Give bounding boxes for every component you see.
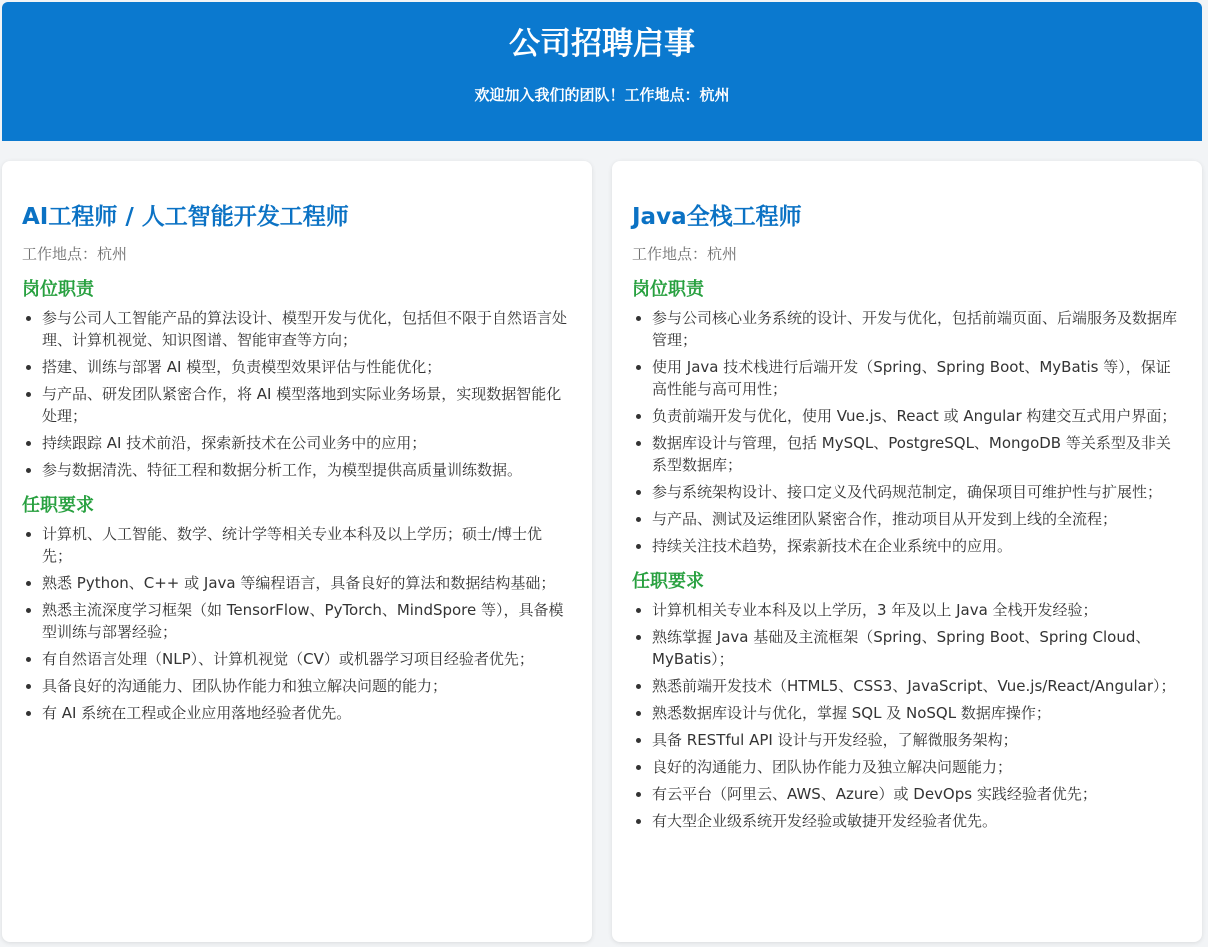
duties-list <box>632 307 1182 557</box>
requirement-item: • 有 AI 系统在工程或企业应用落地经验者优先。 <box>42 702 572 724</box>
duty-item: • 参与系统架构设计、接口定义及代码规范制定，确保项目可维护性与扩展性； <box>652 481 1182 503</box>
requirement-item: • 具备良好的沟通能力、团队协作能力和独立解决问题的能力； <box>42 675 572 697</box>
requirements-heading: 任职要求 <box>22 495 94 516</box>
duty-item: • 与产品、研发团队紧密合作，将 AI 模型落地到实际业务场景，实现数据智能化处理； <box>42 383 572 427</box>
requirements-list <box>632 599 1182 832</box>
duty-item: • 与产品、测试及运维团队紧密合作，推动项目从开发到上线的全流程； <box>652 508 1182 530</box>
requirement-item: • 具备 RESTful API 设计与开发经验，了解微服务架构； <box>652 729 1182 751</box>
requirement-item: • 熟悉前端开发技术（HTML5、CSS3、JavaScript、Vue.js/React/Angular）； <box>652 675 1182 697</box>
page-header <box>2 2 1202 141</box>
requirement-item: • 有自然语言处理（NLP）、计算机视觉（CV）或机器学习项目经验者优先； <box>42 648 572 670</box>
requirement-item: • 熟悉 Python、C++ 或 Java 等编程语言，具备良好的算法和数据结构基础； <box>42 572 572 594</box>
job-location: 工作地点：杭州 <box>632 245 738 263</box>
duty-item: • 负责前端开发与优化，使用 Vue.js、React 或 Angular 构建交互式用户界面； <box>652 405 1182 427</box>
page-title: 公司招聘启事 <box>509 26 695 62</box>
duty-item: • 参与公司人工智能产品的算法设计、模型开发与优化，包括但不限于自然语言处理、计算机视觉、知识图谱、智能审查等方向； <box>42 307 572 351</box>
job-card-ai-engineer <box>2 161 592 942</box>
duties-list <box>22 307 572 481</box>
duty-item: • 搭建、训练与部署 AI 模型，负责模型效果评估与性能优化； <box>42 356 572 378</box>
requirement-item: • 有云平台（阿里云、AWS、Azure）或 DevOps 实践经验者优先； <box>652 783 1182 805</box>
duties-heading: 岗位职责 <box>22 279 94 300</box>
requirement-item: • 熟练掌握 Java 基础及主流框架（Spring、Spring Boot、Spring Cloud、MyBatis）； <box>652 626 1182 670</box>
requirement-item: • 计算机、人工智能、数学、统计学等相关专业本科及以上学历；硕士/博士优先； <box>42 523 572 567</box>
requirement-item: • 熟悉数据库设计与优化，掌握 SQL 及 NoSQL 数据库操作； <box>652 702 1182 724</box>
duty-item: • 参与数据清洗、特征工程和数据分析工作，为模型提供高质量训练数据。 <box>42 459 572 481</box>
duty-item: • 使用 Java 技术栈进行后端开发（Spring、Spring Boot、MyBatis 等），保证高性能与高可用性； <box>652 356 1182 400</box>
requirements-heading: 任职要求 <box>632 571 704 592</box>
requirement-item: • 熟悉主流深度学习框架（如 TensorFlow、PyTorch、MindSpore 等），具备模型训练与部署经验； <box>42 599 572 643</box>
duties-heading: 岗位职责 <box>632 279 704 300</box>
duty-item: • 数据库设计与管理，包括 MySQL、PostgreSQL、MongoDB 等关系型及非关系型数据库； <box>652 432 1182 476</box>
job-location: 工作地点：杭州 <box>22 245 128 263</box>
requirement-item: • 良好的沟通能力、团队协作能力及独立解决问题能力； <box>652 756 1182 778</box>
page-subtitle: 欢迎加入我们的团队！工作地点：杭州 <box>474 86 730 104</box>
requirement-item: • 有大型企业级系统开发经验或敏捷开发经验者优先。 <box>652 810 1182 832</box>
duty-item: • 参与公司核心业务系统的设计、开发与优化，包括前端页面、后端服务及数据库管理； <box>652 307 1182 351</box>
duty-item: • 持续关注技术趋势，探索新技术在企业系统中的应用。 <box>652 535 1182 557</box>
job-title: Java全栈工程师 <box>632 204 802 230</box>
job-title: AI工程师 / 人工智能开发工程师 <box>22 204 349 230</box>
job-card-java-fullstack <box>612 161 1202 942</box>
duty-item: • 持续跟踪 AI 技术前沿，探索新技术在公司业务中的应用； <box>42 432 572 454</box>
requirements-list <box>22 523 572 724</box>
requirement-item: • 计算机相关专业本科及以上学历，3 年及以上 Java 全栈开发经验； <box>652 599 1182 621</box>
